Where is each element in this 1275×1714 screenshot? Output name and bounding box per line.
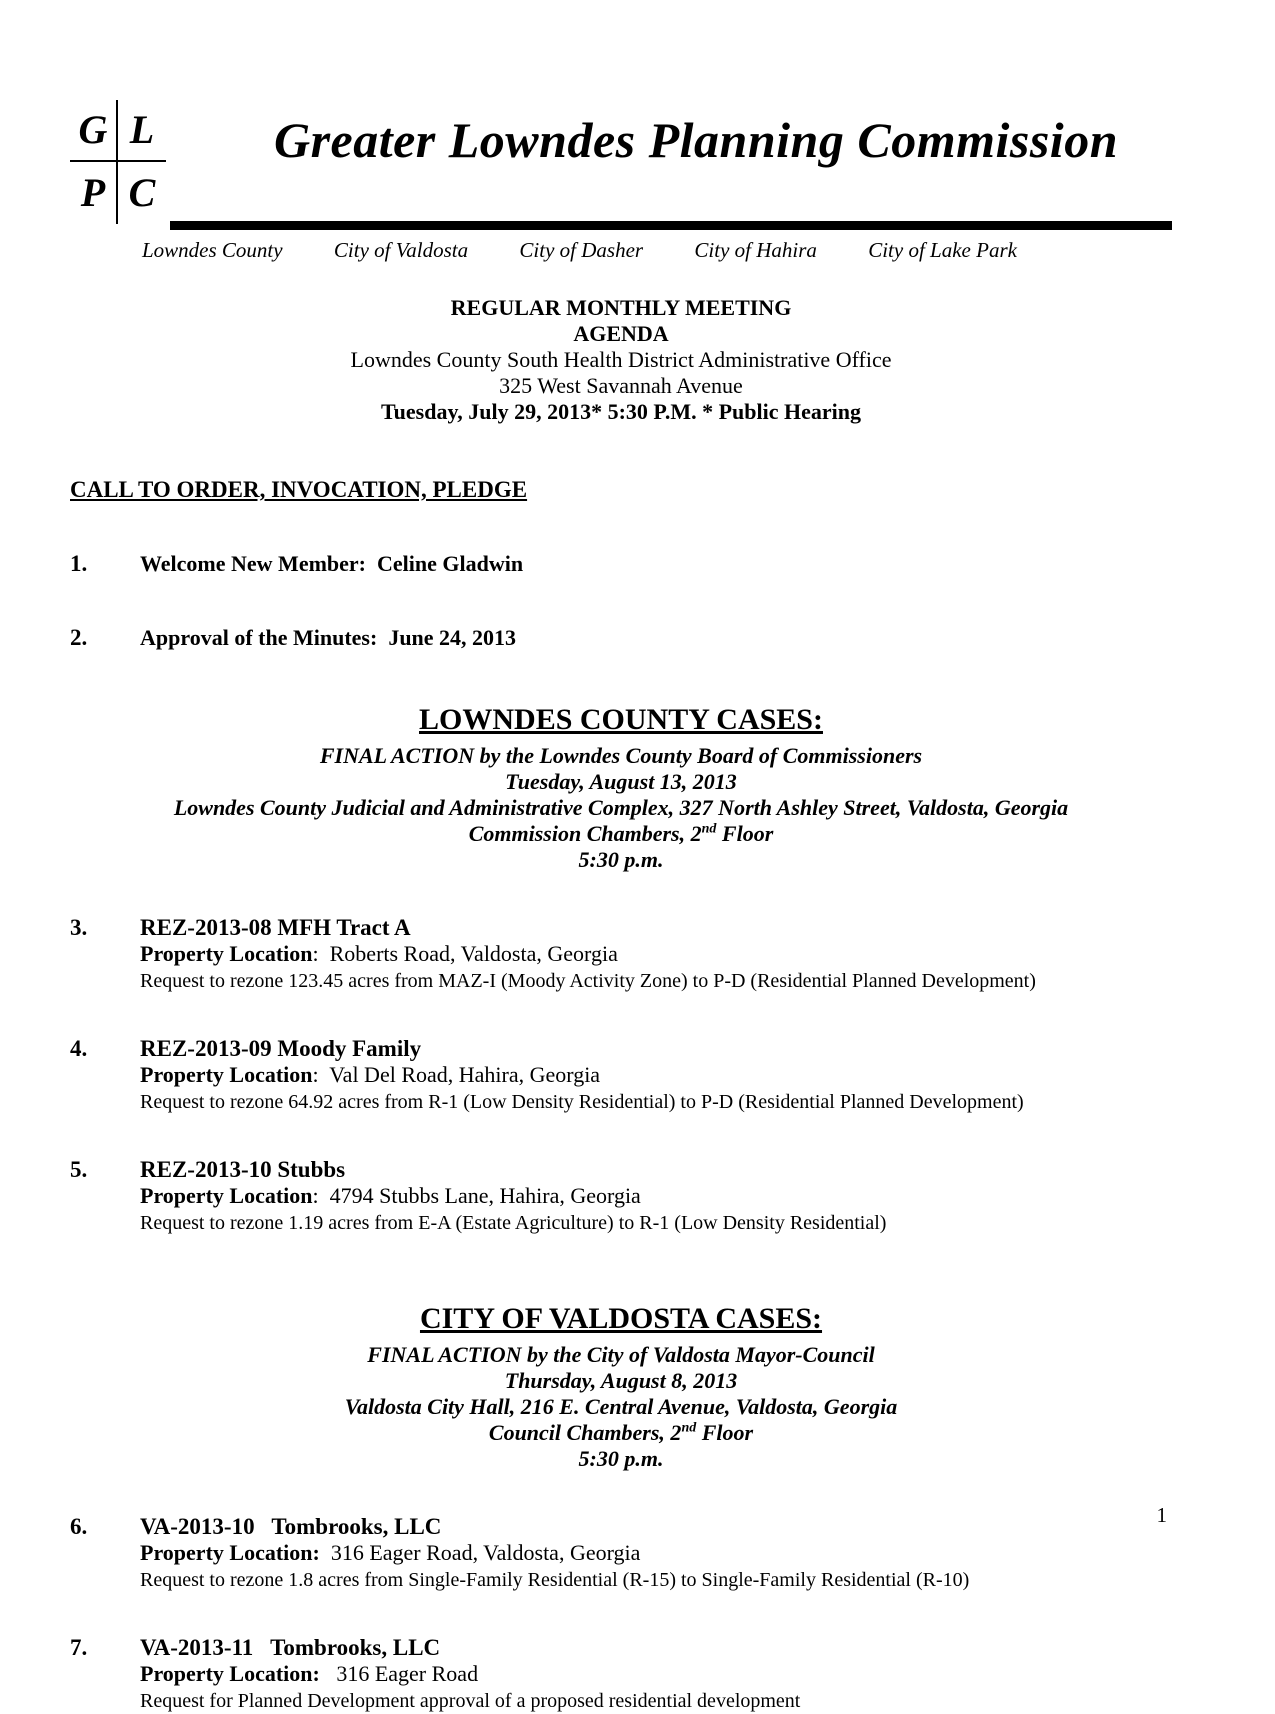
item-text: Approval of the Minutes: June 24, 2013 <box>140 625 517 650</box>
case-location <box>140 941 1172 967</box>
meeting-address: 325 West Savannah Avenue <box>499 373 743 398</box>
jurisdiction-item: City of Hahira <box>694 238 817 262</box>
section-heading: LOWNDES COUNTY CASES: <box>419 703 823 736</box>
case-request: Request to rezone 1.8 acres from Single-Family Residential (R-15) to Single-Family Residential (R-10) <box>140 1569 970 1591</box>
agenda-item-4 <box>70 1036 1172 1115</box>
property-location-value: : 4794 Stubbs Lane, Hahira, Georgia <box>312 1183 641 1208</box>
logo-letter-c: C <box>128 170 156 215</box>
glpc-logo <box>70 100 166 224</box>
item-text: Welcome New Member: Celine Gladwin <box>140 551 524 576</box>
jurisdiction-list <box>142 238 1017 263</box>
property-location-label: Property Location: <box>140 1661 320 1686</box>
header-rule <box>170 221 1172 230</box>
item-number: 5. <box>70 1157 88 1182</box>
case-title: REZ-2013-08 MFH Tract A <box>140 915 411 940</box>
property-location-label: Property Location: <box>140 1540 320 1565</box>
property-location-value: 316 Eager Road <box>319 1661 479 1686</box>
case-location <box>140 1183 1172 1209</box>
section-subline: Thursday, August 8, 2013 <box>504 1368 738 1393</box>
case-request: Request to rezone 1.19 acres from E-A (Estate Agriculture) to R-1 (Low Density Residential) <box>140 1212 887 1234</box>
case-location <box>140 1540 1172 1566</box>
case-location <box>140 1661 1172 1687</box>
page-number: 1 <box>1156 1503 1167 1527</box>
logo-letter-l: L <box>118 100 166 162</box>
item-number: 2. <box>70 625 88 650</box>
agenda-item-6 <box>70 1514 1172 1593</box>
property-location-label: Property Location <box>140 941 313 966</box>
agenda-item-1 <box>70 551 1172 577</box>
jurisdiction-item: Lowndes County <box>142 238 283 262</box>
section-subline: Lowndes County Judicial and Administrative Complex, 327 North Ashley Street, Valdosta, Georgia <box>173 795 1069 820</box>
agenda-item-2 <box>70 625 1172 651</box>
case-request: Request for Planned Development approval of a proposed residential development <box>140 1690 801 1712</box>
section-subline: 5:30 p.m. <box>578 1446 664 1471</box>
property-location-value: : Val Del Road, Hahira, Georgia <box>312 1062 601 1087</box>
section-subline: Valdosta City Hall, 216 E. Central Avenue, Valdosta, Georgia <box>344 1394 898 1419</box>
section-subline: Tuesday, August 13, 2013 <box>505 769 737 794</box>
jurisdiction-item: City of Dasher <box>519 238 644 262</box>
agenda-item-3 <box>70 915 1172 994</box>
item-number: 7. <box>70 1635 88 1660</box>
case-location <box>140 1062 1172 1088</box>
case-title: VA-2013-11 Tombrooks, LLC <box>140 1635 441 1660</box>
property-location-value: 316 Eager Road, Valdosta, Georgia <box>319 1540 641 1565</box>
logo-letter-g: G <box>70 100 118 162</box>
section-subline: Commission Chambers, 2nd Floor <box>468 821 774 846</box>
meeting-venue: Lowndes County South Health District Administrative Office <box>350 347 892 372</box>
section-header-county <box>70 703 1172 873</box>
logo-letter-p: P <box>70 162 118 224</box>
meeting-title: REGULAR MONTHLY MEETING <box>450 295 792 320</box>
document-title: Greater Lowndes Planning Commission <box>273 112 1119 168</box>
property-location-label: Property Location <box>140 1062 313 1087</box>
case-title: VA-2013-10 Tombrooks, LLC <box>140 1514 442 1539</box>
ordinal-superscript: nd <box>681 1420 697 1436</box>
jurisdiction-item: City of Lake Park <box>868 238 1017 262</box>
item-number: 1. <box>70 551 88 576</box>
property-location-value: : Roberts Road, Valdosta, Georgia <box>312 941 618 966</box>
section-subline: FINAL ACTION by the City of Valdosta Mayor-Council <box>367 1342 875 1367</box>
section-subline: 5:30 p.m. <box>578 847 664 872</box>
agenda-item-7 <box>70 1635 1172 1714</box>
jurisdiction-item: City of Valdosta <box>333 238 469 262</box>
item-number: 6. <box>70 1514 88 1539</box>
case-title: REZ-2013-10 Stubbs <box>140 1157 346 1182</box>
item-number: 3. <box>70 915 88 940</box>
section-header-valdosta <box>70 1302 1172 1472</box>
case-request: Request to rezone 123.45 acres from MAZ-I (Moody Activity Zone) to P-D (Residential Planned Development) <box>140 970 1036 992</box>
section-subline: FINAL ACTION by the Lowndes County Board of Commissioners <box>319 743 923 768</box>
meeting-info <box>70 295 1172 425</box>
call-to-order-heading: CALL TO ORDER, INVOCATION, PLEDGE <box>70 477 528 502</box>
case-title: REZ-2013-09 Moody Family <box>140 1036 422 1061</box>
section-heading: CITY OF VALDOSTA CASES: <box>419 1302 823 1335</box>
case-request: Request to rezone 64.92 acres from R-1 (Low Density Residential) to P-D (Residential Planned Development) <box>140 1091 1024 1113</box>
meeting-datetime: Tuesday, July 29, 2013* 5:30 P.M. * Public Hearing <box>381 399 861 424</box>
item-number: 4. <box>70 1036 88 1061</box>
property-location-label: Property Location <box>140 1183 313 1208</box>
ordinal-superscript: nd <box>701 821 717 837</box>
section-subline: Council Chambers, 2nd Floor <box>488 1420 754 1445</box>
meeting-subtitle: AGENDA <box>573 321 669 346</box>
agenda-item-5 <box>70 1157 1172 1236</box>
masthead <box>70 92 1172 230</box>
